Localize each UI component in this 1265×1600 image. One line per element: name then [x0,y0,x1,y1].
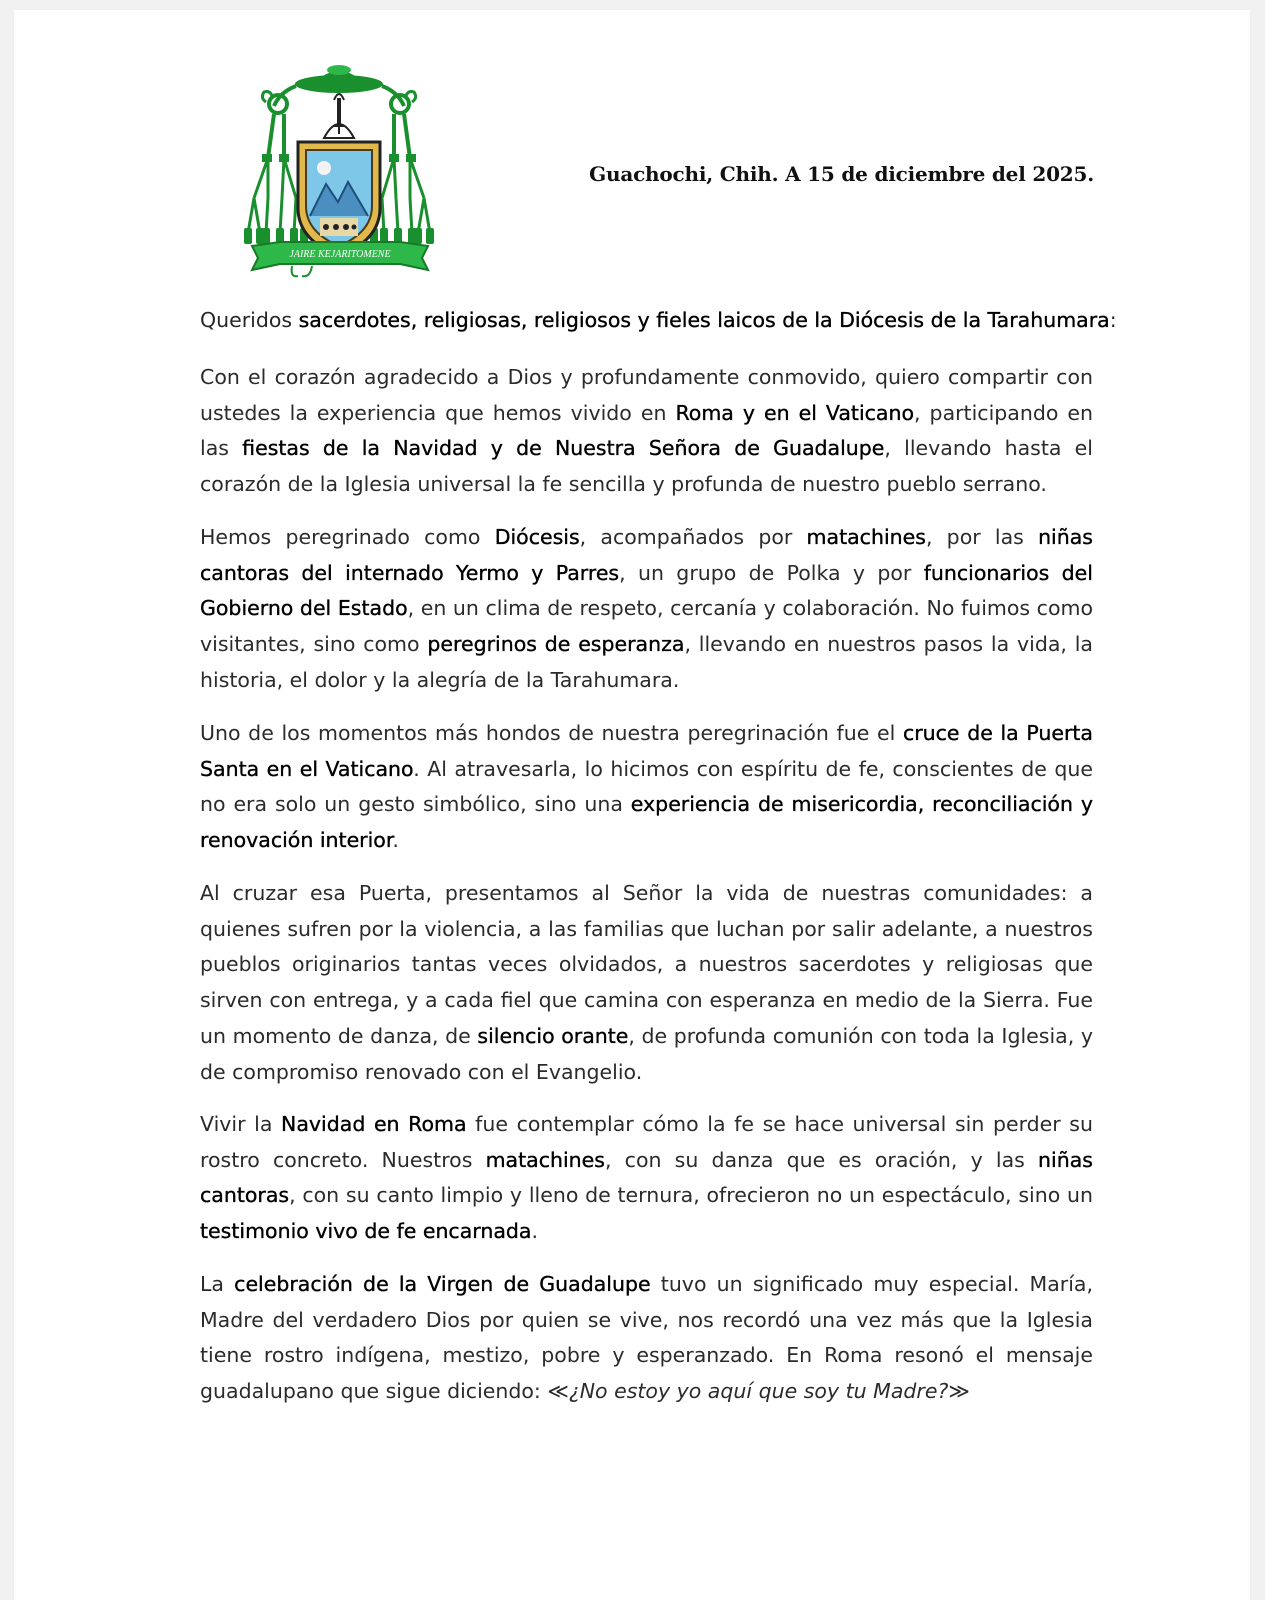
bold-phrase: matachines [485,1147,605,1172]
motto-text: JAIRE KEJARITOMENE [289,249,391,260]
bold-phrase: peregrinos de esperanza [427,632,685,657]
paragraph-4 [200,876,1093,1090]
text-run: . [531,1219,538,1244]
text-run: . Al atravesarla, lo hicimos con espíritu de fe, conscientes de que no era solo un gesto simbólico, sino una [200,756,1093,817]
paragraph-1 [200,360,1093,503]
text-run: , acompañados por [579,525,807,549]
paragraph-5 [200,1107,1093,1250]
bold-phrase: Navidad en Roma [281,1112,467,1136]
bold-phrase: silencio orante [477,1023,629,1048]
text-run: , por las [925,525,1039,549]
text-run: , en un clima de respeto, cercanía y colaboración. No fuimos como visitantes, sino como [200,596,1094,657]
text-run: Hemos peregrinado como [200,525,495,549]
text-run: Vivir la [200,1112,282,1136]
text-run: , llevando en nuestros pasos la vida, la historia, el dolor y la alegría de la Tarahumara. [200,632,1093,692]
bold-phrase: funcionarios del Gobierno del Estado [200,560,1093,621]
bold-phrase: Diócesis [494,525,580,549]
text-run: fue contemplar cómo la fe se hace universal sin perder su rostro concreto. Nuestros [200,1112,1093,1172]
text-run: La [200,1272,235,1296]
bold-phrase: niñas cantoras [200,1147,1093,1208]
italic-quote: ≪¿No estoy yo aquí que soy tu Madre?≫ [547,1379,970,1404]
bold-phrase: Roma y en el Vaticano [675,400,915,425]
bold-phrase: matachines [806,525,926,549]
paragraph-3 [200,716,1093,859]
salutation [200,308,1117,332]
bold-phrase: niñas cantoras del internado Yermo y Parres [200,525,1093,585]
date-line: Guachochi, Chih. A 15 de diciembre del 2025. [589,162,1094,186]
bold-phrase: celebración de la Virgen de Guadalupe [234,1272,651,1296]
text-run: Al cruzar esa Puerta, presentamos al Señor la vida de nuestras comunidades: a quienes sufren por la violencia, a las familias que luchan por salir adelante, a nuestros pueblos originarios tantas veces olvidados, a nuestros sacerdotes y religiosas que sirven con entrega, y a cada fiel que camina con esperanza en medio de la Sierra. Fue un momento de danza, de [200,881,1093,1048]
text-run: , llevando hasta el corazón de la Iglesia universal la fe sencilla y profunda de nuestro pueblo serrano. [200,436,1093,497]
text-run: , participando en las [200,400,1093,461]
bold-phrase: fiestas de la Navidad y de Nuestra Señora de Guadalupe [242,436,885,461]
letter-page [14,10,1250,1600]
text-run: Uno de los momentos más hondos de nuestra peregrinación fue el [200,721,903,745]
text-run: , de profunda comunión con toda la Iglesia, y de compromiso renovado con el Evangelio. [200,1023,1093,1084]
paragraph-6 [200,1267,1093,1410]
text-run: tuvo un significado muy especial. María, Madre del verdadero Dios por quien se vive, nos recordó una vez más que la Iglesia tiene rostro indígena, mestizo, pobre y esperanzado. En Roma resonó el mensaje guadalupano que sigue diciendo: [200,1272,1093,1404]
bold-phrase: cruce de la Puerta Santa en el Vaticano [200,721,1093,781]
bold-phrase: testimonio vivo de fe encarnada [200,1219,532,1244]
text-run: , con su danza que es oración, y las [604,1147,1039,1172]
paragraph-2 [200,520,1093,699]
text-run: Con el corazón agradecido a Dios y profundamente conmovido, quiero compartir con ustedes la experiencia que hemos vivido en [200,365,1093,425]
episcopal-coat-of-arms [240,58,440,280]
bold-phrase: sacerdotes, religiosas, religiosos y fieles laicos de la Diócesis de la Tarahumara [298,308,1110,332]
bold-phrase: experiencia de misericordia, reconciliación y renovación interior [200,792,1094,853]
text-run: . [392,828,399,853]
text-run: , con su canto limpio y lleno de ternura, ofrecieron no un espectáculo, sino un [289,1183,1093,1208]
text-run: : [1109,308,1117,332]
text-run: Queridos [200,308,299,332]
text-run: , un grupo de Polka y por [619,560,924,585]
